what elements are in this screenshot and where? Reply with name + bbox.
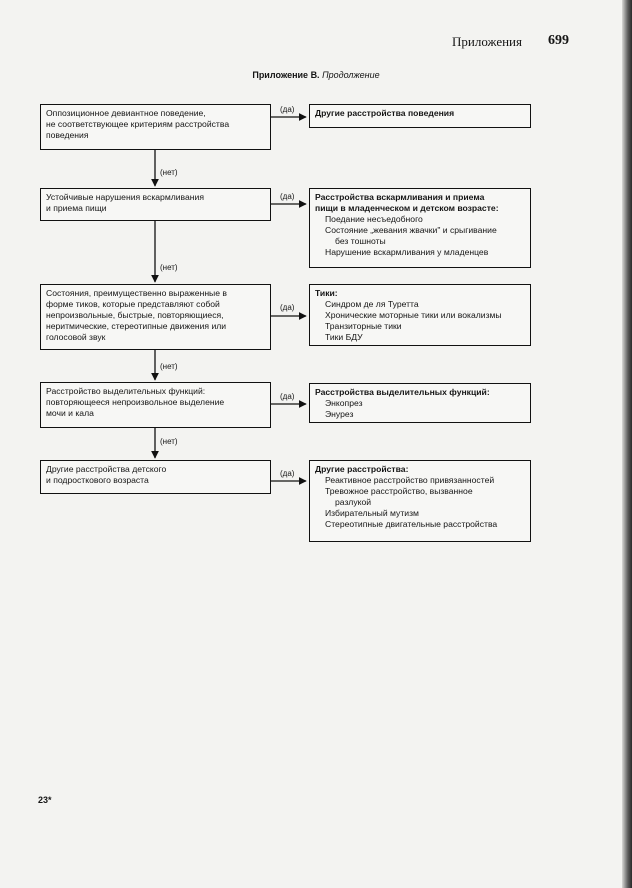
yes-label-3: (да) — [280, 303, 295, 312]
criterion-box-3 — [40, 284, 271, 350]
criterion-line: Устойчивые нарушения вскармливания — [46, 192, 204, 202]
diagnosis-box-1 — [309, 104, 531, 128]
yes-label-2: (да) — [280, 192, 295, 201]
yes-label-1: (да) — [280, 105, 295, 114]
criterion-box-2 — [40, 188, 271, 221]
caption-label: Приложение В. — [252, 70, 320, 80]
criterion-line: не соответствующее критериям расстройства — [46, 119, 230, 129]
diagnosis-title: Расстройства выделительных функций: — [315, 387, 490, 397]
running-header-title: Приложения — [452, 34, 522, 49]
diagnosis-item: без тошноты — [335, 236, 386, 246]
diagnosis-item: Синдром де ля Туретта — [325, 299, 419, 309]
criterion-box-4 — [40, 382, 271, 428]
diagnosis-item: Хронические моторные тики или вокализмы — [325, 310, 502, 320]
no-label-3: (нет) — [160, 362, 178, 371]
criterion-line: Оппозиционное девиантное поведение, — [46, 108, 206, 118]
criterion-box-5 — [40, 460, 271, 494]
diagnosis-item: Избирательный мутизм — [325, 508, 419, 518]
sheet-signature: 23* — [38, 795, 52, 805]
diagnosis-item: Стереотипные двигательные расстройства — [325, 519, 498, 529]
diagnosis-box-2 — [309, 188, 531, 268]
diagnosis-item: Тревожное расстройство, вызванное — [325, 486, 473, 496]
criterion-box-1 — [40, 104, 271, 150]
page-edge-shadow — [622, 0, 632, 888]
diagnosis-title: Тики: — [315, 288, 338, 298]
diagnosis-item: Реактивное расстройство привязанностей — [325, 475, 495, 485]
criterion-line: Расстройство выделительных функций: — [46, 386, 206, 396]
criterion-line: Другие расстройства детского — [46, 464, 167, 474]
diagnosis-box-3 — [309, 284, 531, 346]
diagnosis-item: Поедание несъедобного — [325, 214, 423, 224]
diagnosis-box-5 — [309, 460, 531, 542]
criterion-line: и приема пищи — [46, 203, 107, 213]
page-number: 699 — [548, 33, 569, 48]
diagnosis-item: Транзиторные тики — [325, 321, 402, 331]
criterion-line: и подросткового возраста — [46, 475, 149, 485]
no-label-4: (нет) — [160, 437, 178, 446]
diagnosis-item: разлукой — [335, 497, 372, 507]
diagnosis-item: Энурез — [325, 409, 354, 419]
criterion-line: поведения — [46, 130, 89, 140]
criterion-line: непроизвольные, быстрые, повторяющиеся, — [46, 310, 224, 320]
caption-continuation: Продолжение — [322, 70, 380, 80]
diagnosis-title: Другие расстройства: — [315, 464, 409, 474]
diagnosis-item: Тики БДУ — [325, 332, 363, 342]
no-label-1: (нет) — [160, 168, 178, 177]
yes-label-5: (да) — [280, 469, 295, 478]
criterion-line: Состояния, преимущественно выраженные в — [46, 288, 227, 298]
criterion-line: повторяющееся непроизвольное выделение — [46, 397, 225, 407]
criterion-line: неритмические, стереотипные движения или — [46, 321, 227, 331]
criterion-line: форме тиков, которые представляют собой — [46, 299, 220, 309]
diagnosis-box-4 — [309, 383, 531, 423]
diagnosis-item: Энкопрез — [325, 398, 363, 408]
criterion-line: голосовой звук — [46, 332, 106, 342]
diagnosis-title: Другие расстройства поведения — [315, 108, 455, 118]
diagnosis-title: Расстройства вскармливания и приема — [315, 192, 485, 202]
yes-label-4: (да) — [280, 392, 295, 401]
diagnosis-item: Нарушение вскармливания у младенцев — [325, 247, 489, 257]
diagnosis-title: пищи в младенческом и детском возрасте: — [315, 203, 499, 213]
diagnosis-item: Состояние „жевания жвачки" и срыгивание — [325, 225, 497, 235]
criterion-line: мочи и кала — [46, 408, 94, 418]
no-label-2: (нет) — [160, 263, 178, 272]
